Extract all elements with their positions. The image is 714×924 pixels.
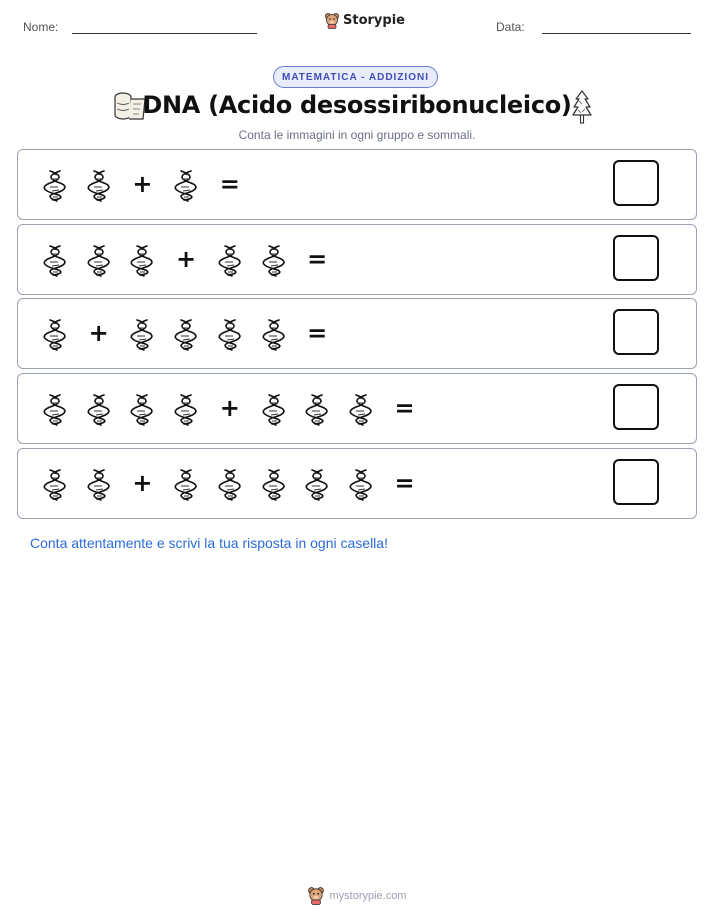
problem-row xyxy=(17,298,697,369)
answer-box[interactable] xyxy=(613,384,659,430)
dna-helix-icon xyxy=(129,243,155,277)
problem-row xyxy=(17,448,697,519)
name-label: Nome: xyxy=(23,20,59,34)
brand-name: Storypie xyxy=(343,13,405,28)
dna-helix-icon xyxy=(261,243,287,277)
footer-url: mystorypie.com xyxy=(329,889,407,902)
plus-sign: + xyxy=(88,319,109,347)
dna-helix-icon xyxy=(173,392,199,426)
dna-helix-icon xyxy=(86,467,112,501)
dna-helix-icon xyxy=(348,467,374,501)
bear-icon xyxy=(307,886,325,905)
plus-sign: + xyxy=(132,469,153,497)
footer xyxy=(0,886,714,905)
answer-box[interactable] xyxy=(613,235,659,281)
subject-badge: MATEMATICA - ADDIZIONI xyxy=(273,66,438,88)
dna-helix-icon xyxy=(261,317,287,351)
dna-helix-icon xyxy=(348,392,374,426)
dna-helix-icon xyxy=(42,317,68,351)
dna-helix-icon xyxy=(304,467,330,501)
problem-row xyxy=(17,373,697,444)
dna-helix-icon xyxy=(261,392,287,426)
equals-sign: = xyxy=(307,319,328,347)
dna-helix-icon xyxy=(261,467,287,501)
dna-helix-icon xyxy=(86,168,112,202)
dna-helix-icon xyxy=(173,467,199,501)
tree-icon xyxy=(571,89,593,125)
equals-sign: = xyxy=(394,394,415,422)
dna-helix-icon xyxy=(304,392,330,426)
dna-helix-icon xyxy=(86,392,112,426)
dna-helix-icon xyxy=(86,243,112,277)
name-line[interactable] xyxy=(72,33,257,34)
bear-icon xyxy=(324,12,340,29)
problem-row xyxy=(17,224,697,295)
subtitle: Conta le immagini in ogni gruppo e sommali. xyxy=(238,128,476,142)
dna-helix-icon xyxy=(129,317,155,351)
equals-sign: = xyxy=(219,170,240,198)
instruction-text: Conta attentamente e scrivi la tua risposta in ogni casella! xyxy=(30,535,388,551)
answer-box[interactable] xyxy=(613,309,659,355)
dna-helix-icon xyxy=(217,243,243,277)
page-title: DNA (Acido desossiribonucleico) xyxy=(142,91,572,119)
dna-helix-icon xyxy=(217,317,243,351)
dna-helix-icon xyxy=(173,168,199,202)
answer-box[interactable] xyxy=(613,160,659,206)
answer-box[interactable] xyxy=(613,459,659,505)
dna-helix-icon xyxy=(42,243,68,277)
dna-helix-icon xyxy=(42,168,68,202)
date-line[interactable] xyxy=(542,33,691,34)
dna-helix-icon xyxy=(42,392,68,426)
dna-helix-icon xyxy=(42,467,68,501)
plus-sign: + xyxy=(219,394,240,422)
date-label: Data: xyxy=(496,20,525,34)
plus-sign: + xyxy=(132,170,153,198)
brand-logo xyxy=(324,12,405,29)
dna-helix-icon xyxy=(173,317,199,351)
dna-helix-icon xyxy=(217,467,243,501)
equals-sign: = xyxy=(307,245,328,273)
problem-row xyxy=(17,149,697,220)
plus-sign: + xyxy=(176,245,197,273)
dna-helix-icon xyxy=(129,392,155,426)
equals-sign: = xyxy=(394,469,415,497)
